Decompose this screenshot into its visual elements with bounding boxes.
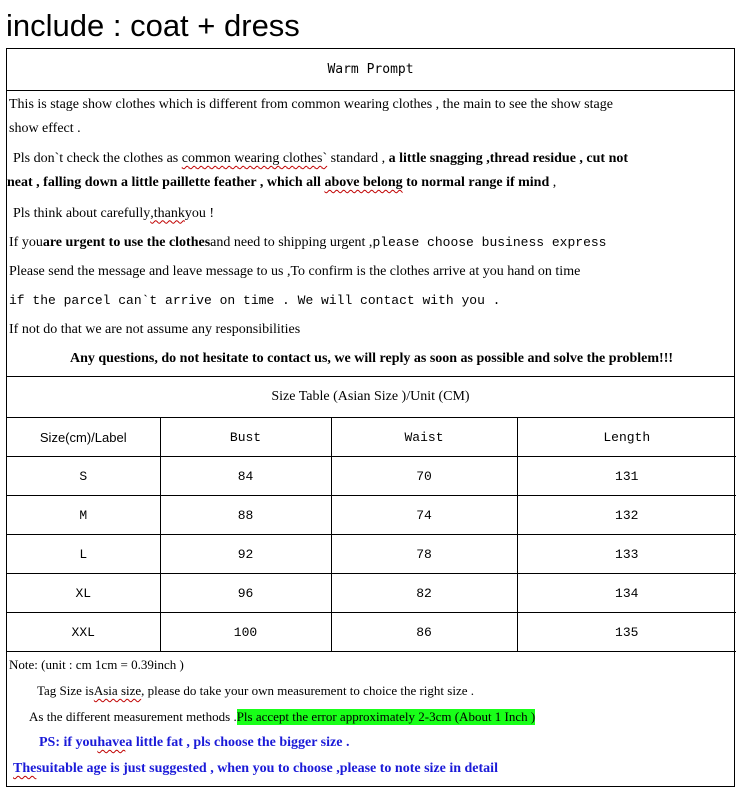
text: Pls think about carefully bbox=[13, 205, 151, 221]
table-cell: 78 bbox=[331, 535, 517, 574]
text: standard , bbox=[327, 151, 389, 166]
info-frame bbox=[6, 48, 735, 787]
text: to normal range if mind bbox=[402, 175, 550, 190]
prompt-paragraph-6: if the parcel can`t arrive on time . We will contact with you . bbox=[9, 293, 501, 308]
text: and need to shipping urgent , bbox=[210, 234, 373, 250]
error-highlight: Pls accept the error approximately 2-3cm (About 1 Inch ) bbox=[236, 709, 536, 724]
table-row bbox=[7, 574, 736, 613]
text: The bbox=[13, 761, 37, 776]
table-row bbox=[7, 535, 736, 574]
table-cell: 84 bbox=[160, 457, 331, 496]
table-cell: 134 bbox=[517, 574, 736, 613]
table-cell: S bbox=[7, 457, 160, 496]
note-measurement bbox=[7, 704, 734, 730]
table-cell: XL bbox=[7, 574, 160, 613]
table-cell: 88 bbox=[160, 496, 331, 535]
column-header: Bust bbox=[160, 418, 331, 457]
size-table bbox=[7, 418, 736, 652]
prompt-paragraph-2-line-1 bbox=[13, 147, 734, 171]
table-cell: L bbox=[7, 535, 160, 574]
page-title: include : coat + dress bbox=[6, 8, 300, 43]
table-cell: 133 bbox=[517, 535, 736, 574]
prompt-paragraph-2-line-2 bbox=[7, 171, 734, 195]
notes-section bbox=[7, 652, 734, 786]
column-header: Size(cm)/Label bbox=[7, 418, 160, 457]
text: you ! bbox=[184, 205, 215, 221]
column-header: Waist bbox=[331, 418, 517, 457]
table-row bbox=[7, 457, 736, 496]
text: ,thank bbox=[150, 205, 185, 221]
text: are urgent to use the clothes bbox=[42, 234, 211, 250]
prompt-paragraph-3 bbox=[7, 199, 734, 228]
text: common wearing clothes` bbox=[181, 151, 328, 166]
table-cell: 92 bbox=[160, 535, 331, 574]
prompt-paragraph-2 bbox=[7, 144, 734, 199]
prompt-paragraph-1 bbox=[7, 91, 734, 144]
note-age bbox=[7, 756, 734, 782]
text: Tag Size is bbox=[37, 683, 94, 698]
text: suitable age is just suggested , when you to choose ,please to note size in detail bbox=[36, 761, 498, 776]
text: a little snagging ,thread residue , cut not bbox=[388, 151, 629, 166]
table-row bbox=[7, 496, 736, 535]
table-cell: XXL bbox=[7, 613, 160, 652]
column-header: Length bbox=[517, 418, 736, 457]
table-cell: 82 bbox=[331, 574, 517, 613]
prompt-paragraph-4 bbox=[7, 228, 734, 257]
table-cell: 135 bbox=[517, 613, 736, 652]
prompt-paragraph-5: Please send the message and leave message to us ,To confirm is the clothes arrive at you hand on time bbox=[9, 263, 581, 279]
text: PS: if you bbox=[39, 735, 98, 750]
text: a little fat , pls choose the bigger size . bbox=[125, 735, 350, 750]
table-cell: 86 bbox=[331, 613, 517, 652]
table-cell: 100 bbox=[160, 613, 331, 652]
note-tag-size bbox=[7, 678, 734, 704]
text: neat , falling down a little paillette feather , which all bbox=[7, 175, 325, 190]
text: have bbox=[97, 735, 126, 750]
prompt-paragraph-1-line-1: This is stage show clothes which is different from common wearing clothes , the main to see the show stage bbox=[9, 97, 613, 112]
text: , please do take your own measurement to choice the right size . bbox=[141, 683, 474, 698]
text: Asia size bbox=[93, 683, 142, 698]
table-header-row bbox=[7, 418, 736, 457]
table-cell: M bbox=[7, 496, 160, 535]
note-ps bbox=[7, 730, 734, 756]
table-cell: 74 bbox=[331, 496, 517, 535]
text: , bbox=[549, 175, 557, 190]
prompt-paragraph-8: Any questions, do not hesitate to contact us, we will reply as soon as possible and solve the problem!!! bbox=[69, 350, 674, 366]
table-cell: 96 bbox=[160, 574, 331, 613]
table-row bbox=[7, 613, 736, 652]
text: above belong bbox=[324, 175, 403, 190]
text: If you bbox=[9, 234, 43, 250]
warm-prompt-header: Warm Prompt bbox=[7, 49, 734, 91]
note-unit: Note: (unit : cm 1cm = 0.39inch ) bbox=[9, 657, 184, 672]
size-table-title: Size Table (Asian Size )/Unit (CM) bbox=[7, 377, 734, 418]
table-cell: 70 bbox=[331, 457, 517, 496]
table-cell: 131 bbox=[517, 457, 736, 496]
text: As the different measurement methods . bbox=[29, 709, 237, 724]
text: Pls don`t check the clothes as bbox=[13, 151, 182, 166]
text: please choose business express bbox=[372, 235, 607, 250]
warm-prompt-body bbox=[7, 91, 734, 377]
prompt-paragraph-7: If not do that we are not assume any responsibilities bbox=[9, 321, 301, 337]
prompt-paragraph-1-line-2: show effect . bbox=[9, 121, 81, 136]
table-cell: 132 bbox=[517, 496, 736, 535]
